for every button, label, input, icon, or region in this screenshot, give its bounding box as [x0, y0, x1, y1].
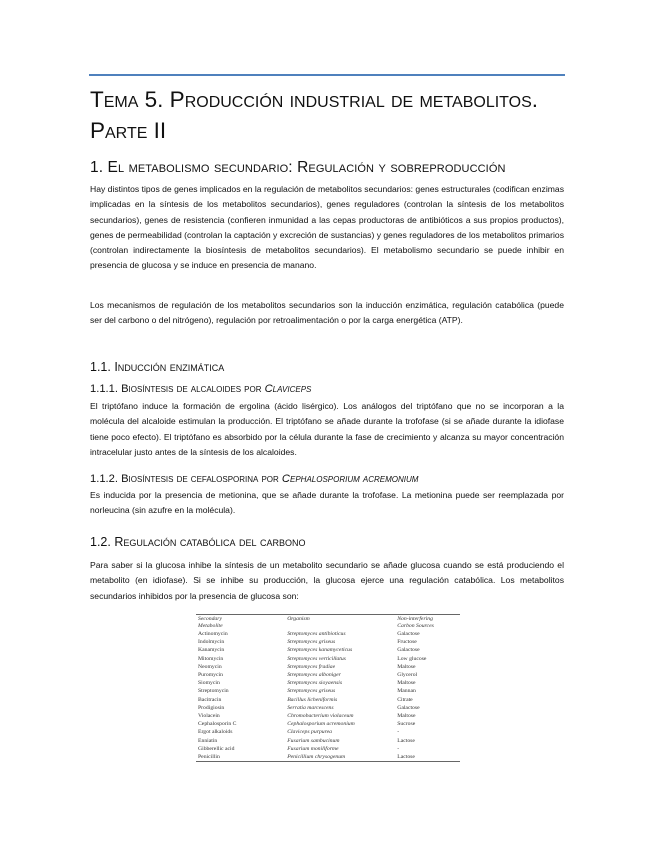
section-1-1-2-heading-italic: Cephalosporium acremonium — [281, 473, 419, 485]
header-metabolite-line2: Metabolite — [198, 622, 223, 629]
organism-cell: Streptomyces antibioticus — [287, 631, 346, 637]
title-line-1: Tema 5. Producción industrial de metabolitos. — [90, 87, 539, 112]
header-carbon-sources — [395, 615, 460, 631]
header-organism-line1: Organism — [287, 616, 310, 622]
section-1-1-2-heading-text: 1.1.2. Biosíntesis de cefalosporina por — [90, 473, 282, 485]
section-1-heading: 1. El metabolismo secundario: Regulación y sobreproducción — [90, 159, 506, 176]
table-row — [196, 663, 460, 671]
document-title — [90, 84, 570, 146]
organism-cell: Fusarium moniliforme — [287, 745, 339, 752]
carbon-source-cell: - — [397, 745, 400, 752]
metabolite-table — [196, 614, 460, 762]
table-body — [196, 630, 460, 762]
carbon-source-cell: Low glucose — [397, 655, 427, 662]
table-row — [196, 720, 460, 728]
carbon-source-cell: Glycerol — [397, 672, 418, 679]
section-1-2-paragraph: Para saber si la glucosa inhibe la síntesis de un metabolito secundario se añade glucosa cuando se está produciendo el metabolito (en idiofase). Si se inhibe su producción, la glucosa ejerce una regulación catabólica. Los metabolitos secundarios inhibidos por la presencia de glucosa son: — [90, 560, 564, 601]
section-1-2-heading: 1.2. Regulación catabólica del carbono — [90, 535, 306, 549]
table-row — [196, 646, 460, 654]
table-row — [196, 704, 460, 712]
section-1-1-1-paragraph: El triptófano induce la formación de ergolina (ácido lisérgico). Los análogos del triptófano que no se incorporan a la molécula del alcaloide estimulan la producción. El triptófano se añade durante la trofofase (si se añade durante la idiofase tiene poco efecto). El triptófano es absorbido por la célula durante la fase de crecimiento y alcanza su mayor concentración intracelular justo antes de la síntesis de los alcaloides. — [90, 401, 564, 457]
metabolite-cell: Kanamycin — [198, 647, 225, 654]
metabolite-cell: Bacitracin — [198, 696, 222, 703]
table-row — [196, 630, 460, 638]
carbon-source-cell: Maltose — [397, 663, 416, 670]
metabolite-cell: Mitomycin — [198, 655, 224, 662]
organism-cell: Streptomyces fradiae — [287, 663, 336, 670]
organism-cell: Streptomyces verticillatus — [287, 655, 346, 662]
section-1-1-2-heading — [90, 473, 418, 485]
carbon-source-cell: - — [397, 729, 400, 736]
metabolite-table-figure — [196, 614, 460, 762]
organism-cell: Streptomyces kanamyceticus — [287, 647, 353, 654]
organism-cell: Fusarium sambucinum — [287, 737, 340, 744]
metabolite-cell: Violacein — [198, 713, 220, 720]
header-sources-line1: Non-interfering — [397, 616, 433, 622]
header-metabolite-line1: Secondary — [198, 616, 223, 622]
table-row — [196, 745, 460, 753]
organism-cell: Chromobacterium violaceum — [287, 713, 354, 720]
table-row — [196, 687, 460, 695]
organism-cell: Streptomyces sioyaensis — [287, 680, 343, 687]
table-row — [196, 696, 460, 704]
title-rule — [89, 74, 565, 76]
carbon-source-cell: Galactose — [397, 647, 420, 654]
metabolite-cell: Indolmycin — [198, 639, 225, 646]
carbon-source-cell: Maltose — [397, 713, 416, 720]
table-row — [196, 679, 460, 687]
table-row — [196, 753, 460, 762]
section-1-1-1-heading — [90, 383, 311, 395]
metabolite-cell: Siomycin — [198, 680, 220, 687]
table-header-row — [196, 615, 460, 631]
organism-cell: Streptomyces griseus — [287, 688, 336, 695]
table-row — [196, 712, 460, 720]
metabolite-cell: Enniatin — [198, 737, 218, 744]
carbon-source-cell: Lactose — [397, 737, 415, 744]
metabolite-cell: Cephalosporin C — [198, 721, 237, 728]
metabolite-cell: Actinomycin — [198, 631, 228, 637]
organism-cell: Claviceps purpurea — [287, 729, 332, 736]
table-row — [196, 671, 460, 679]
organism-cell: Bacillus licheniformis — [287, 696, 338, 703]
carbon-source-cell: Fructose — [397, 639, 417, 646]
carbon-source-cell: Galactose — [397, 704, 420, 711]
section-1-1-1-heading-italic: Claviceps — [264, 383, 312, 395]
carbon-source-cell: Citrate — [397, 696, 413, 703]
metabolite-cell: Ergot alkaloids — [198, 729, 233, 736]
header-metabolite — [196, 615, 285, 631]
carbon-source-cell: Galactose — [397, 631, 420, 637]
section-1-1-2-paragraph: Es inducida por la presencia de metionina, que se añade durante la trofofase. La metionina puede ser reemplazada por norleucina (sin azufre en la molécula). — [90, 490, 564, 516]
carbon-source-cell: Sucrose — [397, 721, 416, 728]
header-organism — [285, 615, 395, 631]
organism-cell: Serratia marcescens — [287, 704, 334, 711]
organism-cell: Streptomyces griseus — [287, 639, 336, 646]
metabolite-cell: Streptomycin — [198, 688, 229, 695]
table-row — [196, 737, 460, 745]
organism-cell: Streptomyces alboniger — [287, 672, 341, 679]
metabolite-cell: Penicillin — [196, 753, 285, 762]
section-1-paragraph-1: Hay distintos tipos de genes implicados en la regulación de metabolitos secundarios: genes estructurales (codifican enzimas implicadas en la síntesis de los metabolitos secundarios), genes reguladores (controlan la síntesis de los metabolitos secundarios), genes de resistencia (confieren inmunidad a las cepas productoras de antibióticos a sus propios productos), genes de permeabilidad (controlan la captación y excreción de sustancias) y genes reguladores de los metabolitos primarios (controlan indirectamente la biosíntesis de metabolitos secundarios). El metabolismo secundario se puede inhibir en presencia de glucosa y se induce en presencia de manano. — [90, 184, 564, 271]
metabolite-cell: Neomycin — [198, 663, 222, 670]
metabolite-cell: Puromycin — [198, 672, 223, 679]
organism-cell: Cephalosporium acremonium — [287, 721, 355, 728]
table-row — [196, 655, 460, 663]
carbon-source-cell: Mannan — [397, 688, 416, 695]
section-1-1-heading: 1.1. Inducción enzimática — [90, 360, 225, 374]
title-line-2: Parte II — [90, 118, 167, 143]
metabolite-cell: Gibberellic acid — [198, 745, 235, 752]
organism-cell: Penicillium chrysogenum — [285, 753, 395, 762]
table-row — [196, 728, 460, 736]
section-1-1-1-heading-text: 1.1.1. Biosíntesis de alcaloides por — [90, 383, 265, 395]
section-1-paragraph-2: Los mecanismos de regulación de los metabolitos secundarios son la inducción enzimática, regulación catabólica (puede ser del carbono o del nitrógeno), regulación por retroalimentación o por la carga energética (ATP). — [90, 300, 564, 326]
metabolite-cell: Prodigiosin — [198, 704, 225, 711]
header-sources-line2: Carbon Sources — [397, 622, 434, 629]
carbon-source-cell: Lactose — [395, 753, 460, 762]
table-row — [196, 638, 460, 646]
carbon-source-cell: Maltose — [397, 680, 416, 687]
